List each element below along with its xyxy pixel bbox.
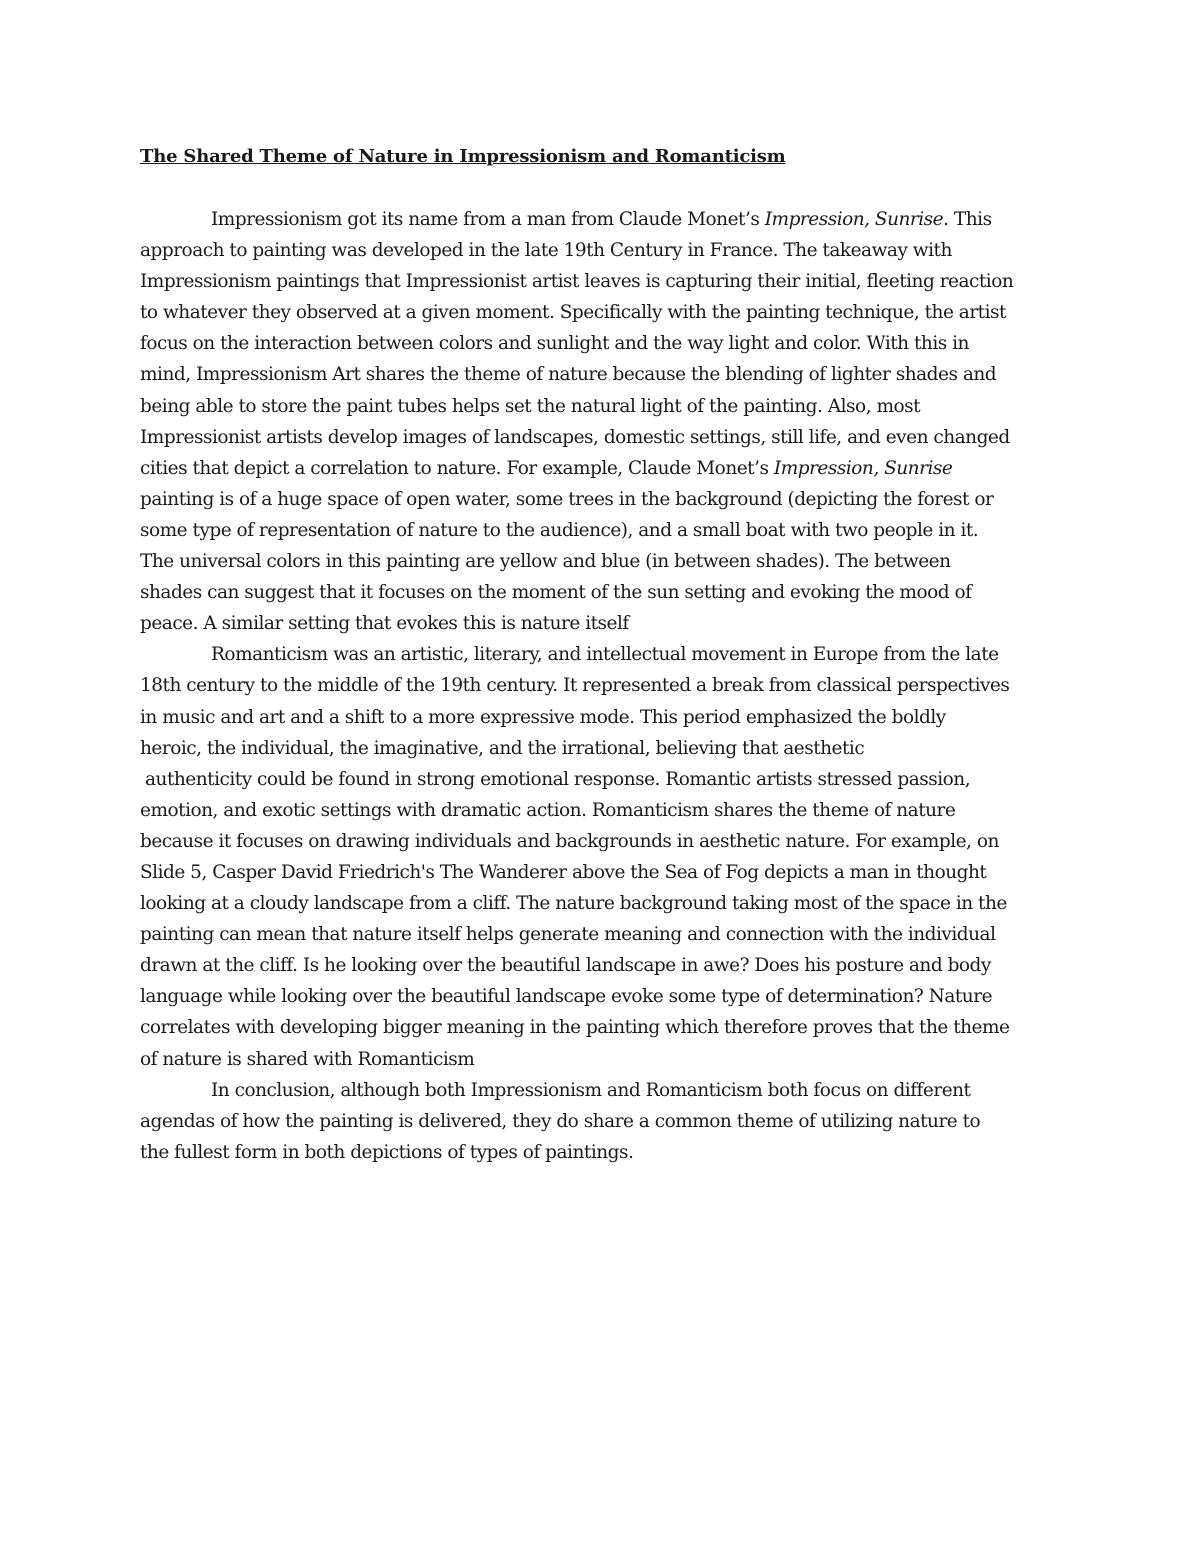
text-run: some type of representation of nature to the audience), and a small boat with two people in it. xyxy=(140,519,979,541)
text-run: drawn at the cliff. Is he looking over the beautiful landscape in awe? Does his posture and body xyxy=(140,955,991,977)
text-line xyxy=(140,1075,1075,1106)
text-line xyxy=(140,981,1075,1012)
text-line xyxy=(140,204,1075,235)
text-run: emotion, and exotic settings with dramatic action. Romanticism shares the theme of nature xyxy=(140,799,956,821)
text-run: correlates with developing bigger meaning in the painting which therefore proves that the theme xyxy=(140,1017,1010,1039)
text-line xyxy=(140,328,1075,359)
text-run: heroic, the individual, the imaginative, and the irrational, believing that aesthetic xyxy=(140,737,865,759)
text-line xyxy=(140,702,1075,733)
text-run: The universal colors in this painting are yellow and blue (in between shades). The between xyxy=(140,551,951,573)
text-line xyxy=(140,453,1075,484)
text-line xyxy=(140,297,1075,328)
text-line xyxy=(140,484,1075,515)
text-line xyxy=(140,266,1075,297)
text-run: because it focuses on drawing individuals and backgrounds in aesthetic nature. For example, on xyxy=(140,830,999,852)
text-line xyxy=(140,1137,1075,1168)
text-line xyxy=(140,950,1075,981)
text-line xyxy=(140,235,1075,266)
text-line xyxy=(140,733,1075,764)
text-run: language while looking over the beautiful landscape evoke some type of determination? Nature xyxy=(140,986,993,1008)
text-line xyxy=(140,608,1075,639)
text-line xyxy=(140,391,1075,422)
text-line xyxy=(140,639,1075,670)
italic-title: Impression, Sunrise xyxy=(764,209,944,230)
text-run: focus on the interaction between colors and sunlight and the way light and color. With this in xyxy=(140,333,969,355)
text-run: the fullest form in both depictions of types of paintings. xyxy=(140,1141,634,1163)
text-line xyxy=(140,888,1075,919)
text-line xyxy=(140,764,1075,795)
text-line xyxy=(140,826,1075,857)
text-line xyxy=(140,515,1075,546)
document-title: The Shared Theme of Nature in Impressionism and Romanticism xyxy=(140,146,786,167)
text-run: Impressionism paintings that Impressionist artist leaves is capturing their initial, fleeting reaction xyxy=(140,271,1014,293)
text-line xyxy=(140,359,1075,390)
text-run: shades can suggest that it focuses on the moment of the sun setting and evoking the mood of xyxy=(140,582,972,604)
text-run: In conclusion, although both Impressionism and Romanticism both focus on different xyxy=(211,1079,971,1101)
italic-title: Impression, Sunrise xyxy=(773,457,953,479)
text-line xyxy=(140,546,1075,577)
text-run: Impressionism got its name from a man from Claude Monet’s xyxy=(211,209,765,230)
text-run: Slide 5, Casper David Friedrich's The Wanderer above the Sea of Fog depicts a man in thought xyxy=(140,861,987,883)
text-run: Romanticism was an artistic, literary, and intellectual movement in Europe from the late xyxy=(211,644,999,666)
text-run: 18th century to the middle of the 19th century. It represented a break from classical perspectives xyxy=(140,675,1010,697)
text-run: Impressionist artists develop images of landscapes, domestic settings, still life, and even changed xyxy=(140,426,1010,448)
text-run: peace. A similar setting that evokes this is nature itself xyxy=(140,613,629,635)
text-run: painting can mean that nature itself helps generate meaning and connection with the individual xyxy=(140,924,996,946)
text-run: being able to store the paint tubes helps set the natural light of the painting. Also, most xyxy=(140,395,921,417)
text-line xyxy=(140,1044,1075,1075)
text-line xyxy=(140,422,1075,453)
text-line xyxy=(140,670,1075,701)
text-run: . This xyxy=(943,209,992,230)
text-line xyxy=(140,1106,1075,1137)
document-body xyxy=(140,204,1075,1168)
text-line xyxy=(140,857,1075,888)
text-run: cities that depict a correlation to nature. For example, Claude Monet’s xyxy=(140,457,774,479)
text-run: mind, Impressionism Art shares the theme of nature because the blending of lighter shades and xyxy=(140,364,997,386)
text-line xyxy=(140,919,1075,950)
text-run: looking at a cloudy landscape from a cliff. The nature background taking most of the space in the xyxy=(140,893,1007,915)
text-run: approach to painting was developed in the late 19th Century in France. The takeaway with xyxy=(140,240,952,262)
text-line xyxy=(140,577,1075,608)
text-run: of nature is shared with Romanticism xyxy=(140,1048,475,1070)
text-run: to whatever they observed at a given moment. Specifically with the painting technique, the artist xyxy=(140,302,1006,324)
text-run: in music and art and a shift to a more expressive mode. This period emphasized the boldly xyxy=(140,706,946,728)
text-run: authenticity could be found in strong emotional response. Romantic artists stressed passion, xyxy=(145,768,971,790)
text-line xyxy=(140,795,1075,826)
text-run: agendas of how the painting is delivered, they do share a common theme of utilizing nature to xyxy=(140,1110,981,1132)
text-run: painting is of a huge space of open water, some trees in the background (depicting the forest or xyxy=(140,488,994,510)
text-line xyxy=(140,1012,1075,1043)
